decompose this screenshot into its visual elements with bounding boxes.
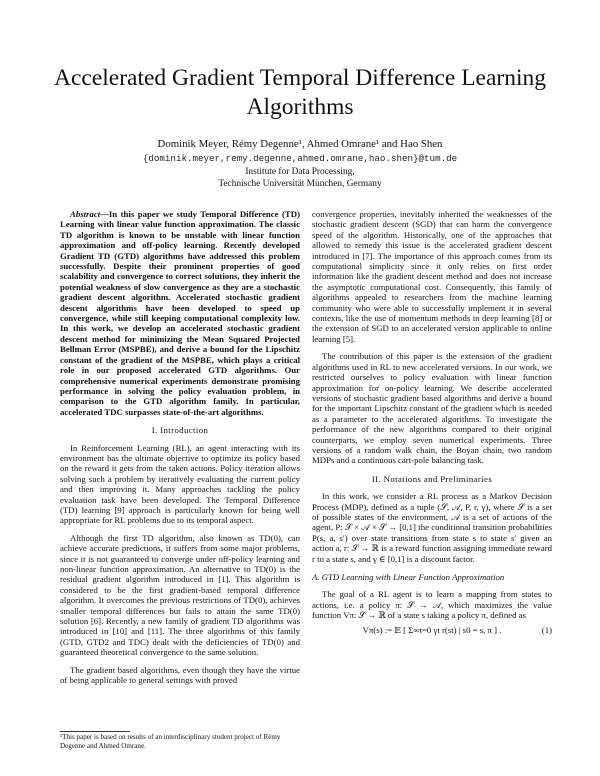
equation-body: Vπ(s) := 𝔼 [ Σ∞t=0 γt r(st) | s0 = s, π ] . — [362, 624, 502, 635]
equation-1 — [312, 625, 552, 635]
intro-paragraph-continued: convergence properties, inevitably inherited the weaknesses of the stochastic gradient descent (SGD) that can harm the convergence speed of the algorithm. Historically, one of the approaches that allowed to remedy this issue is the accelerated gradient descent introduced in [7]. The importance of this approach comes from its computational simplicity since it only relies on first order information like the gradient descent method and does not increase the asymptotic computational cost. Consequently, this family of algorithms appealed to researchers from the machine learning community who were able to successfully implement it in several contexts, like the use of momentum methods in deep learning [8] or the extension of SGD to an accelerated version applicable to online learning [5]. — [312, 209, 552, 344]
affiliation — [0, 167, 600, 190]
section-heading-notations: II. Notations and Preliminaries — [371, 473, 493, 484]
right-column — [312, 209, 552, 639]
equation-number: (1) — [541, 624, 552, 635]
abstract — [60, 209, 300, 417]
affiliation-line-1: Institute for Data Processing, — [245, 167, 355, 177]
paper-title: Accelerated Gradient Temporal Difference Learning Algorithms — [53, 64, 547, 120]
abstract-label: Abstract — [70, 209, 101, 219]
author-emails: {dominik.meyer,remy.degenne,ahmed.omrane,hao.shen}@tum.de — [142, 153, 458, 164]
footnote: ¹This paper is based on results of an interdisciplinary student project of Rémy Degenne and Ahmed Omrane. — [60, 733, 281, 750]
footnote-divider — [60, 731, 130, 732]
left-column — [60, 209, 300, 692]
gtd-paragraph: The goal of a RL agent is to learn a mapping from states to actions, i.e. a policy π: 𝒮 → 𝒜, which maximizes the value function Vπ: 𝒮 → ℝ of a state s taking a policy π, defined as — [312, 589, 552, 621]
intro-paragraph-3: The gradient based algorithms, even though they have the virtue of being applicable to general settings with proved — [60, 664, 300, 686]
notation-paragraph: In this work, we consider a RL process as a Markov Decision Process (MDP), defined as a tuple (𝒮, 𝒜, P, r, γ), where 𝒮 is a set of possible states of the environment, 𝒜 is a set of actions of the agent, P: 𝒮 × 𝒜 × 𝒮 → [0,1] the conditional transition probabilities P(s, a, s′) over state transitions from state s to state s′ given an action a, r: 𝒮 → ℝ is a reward function assigning immediate reward r to a state s, and γ ∈ [0,1] is a discount factor. — [312, 491, 552, 564]
author-list: Dominik Meyer, Rémy Degenne¹, Ahmed Omrane¹ and Hao Shen — [157, 138, 443, 150]
contribution-paragraph: The contribution of this paper is the extension of the gradient algorithms used in RL to new accelerated versions. In our work, we restricted ourselves to policy evaluation with linear function approximation for on-policy learning. We describe accelerated versions of stochastic gradient based algorithms and derive a bound for the important Lipschitz constant of the gradient which is needed as a parameter to the accelerated algorithms. To investigate the performance of the new algorithms compared to their original counterparts, we employ seven numerical experiments. Three versions of a random walk chain, the Boyan chain, two random MDPs and a continuous cart-pole balancing task. — [312, 351, 552, 466]
subsection-heading-gtd: A. GTD Learning with Linear Function Approximation — [312, 572, 505, 582]
affiliation-line-2: Technische Universität München, Germany — [218, 178, 382, 189]
intro-paragraph-2: Although the first TD algorithm, also known as TD(0), can achieve accurate predictions, it suffers from some major problems, since it is not guaranteed to converge under off-policy learning and non-linear function approximation. An alternative to TD(0) is the residual gradient algorithm introduced in [1]. This algorithm is considered to be the first gradient-based temporal difference algorithm. It overcomes the previous restrictions of TD(0), achieves smaller temporal differences but fails to attain the same TD(0) solution [6]. Recently, a new family of gradient TD algorithms was introduced in [10] and [11]. The three algorithms of this family (GTD, GTD2 and TDC) dealt with the deficiencies of TD(0) and guaranteed theoretical convergence to the same solution. — [60, 532, 300, 658]
section-heading-introduction: I. Introduction — [151, 425, 209, 436]
abstract-text: —In this paper we study Temporal Difference (TD) Learning with linear value function approximation. The classic TD algorithm is known to be unstable with linear function approximation and off-policy learning. Recently developed Gradient TD (GTD) algorithms have addressed this problem successfully. Despite their prominent properties of good scalability and convergence to correct solutions, they inherit the potential weakness of slow convergence as they are a stochastic gradient descent algorithm. Accelerated stochastic gradient descent algorithms have been developed to speed up convergence, while still keeping computational complexity low. In this work, we develop an accelerated stochastic gradient descent method for minimizing the Mean Squared Projected Bellman Error (MSPBE), and derive a bound for the Lipschitz constant of the gradient of the MSPBE, which plays a critical role in our proposed accelerated GTD algorithms. Our comprehensive numerical experiments demonstrate promising performance in solving the policy evaluation problem, in comparison to the GTD algorithm family. In particular, accelerated TDC surpasses state-of-the-art algorithms. — [60, 209, 300, 417]
intro-paragraph-1: In Reinforcement Learning (RL), an agent interacting with its environment has the ultimate objective to optimize its policy based on the reward it gets from the taken actions. Policy iteration allows solving such a problem by iteratively evaluating the current policy and then improving it. Many approaches tackling the policy evaluation task have been developed. The Temporal Difference (TD) learning [9] approach is particularly known for being well appropriate for RL problems due to its temporal aspect. — [60, 442, 300, 526]
